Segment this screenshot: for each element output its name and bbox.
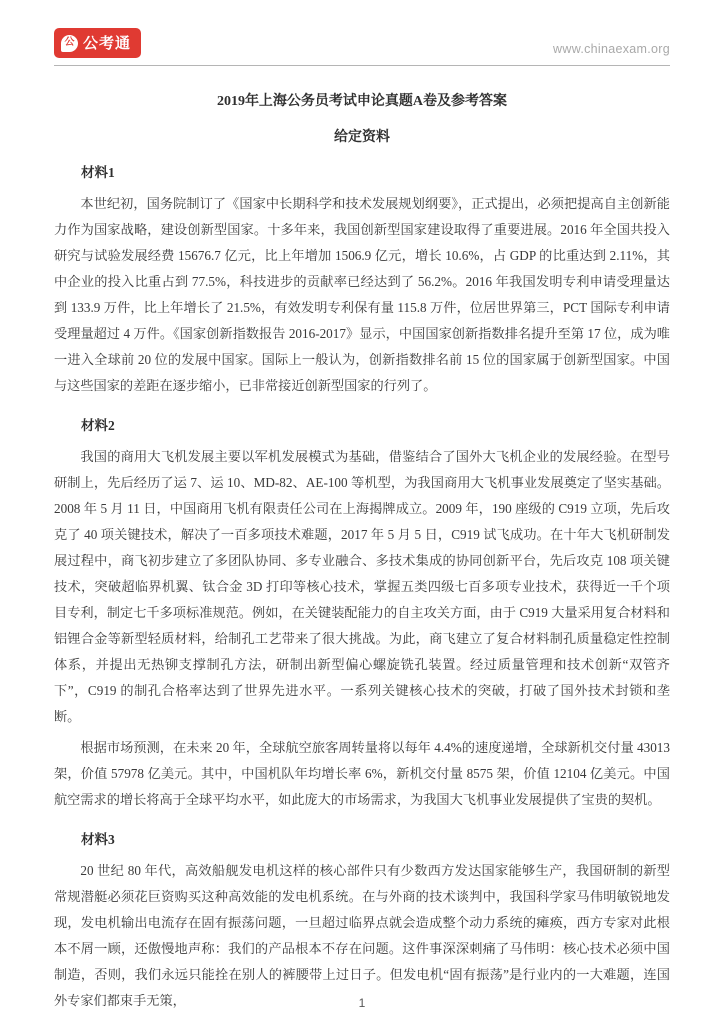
document-title: 2019年上海公务员考试申论真题A卷及参考答案 — [216, 94, 508, 109]
section-heading-material-1: 材料1 — [81, 165, 115, 180]
section-material-3 — [54, 827, 670, 1014]
logo-text: 公考通 — [83, 34, 132, 52]
site-url: www.chinaexam.org — [553, 42, 670, 56]
section-material-2 — [54, 413, 670, 813]
site-logo — [54, 28, 141, 58]
paragraph: 20 世纪 80 年代，高效船舰发电机这样的核心部件只有少数西方发达国家能够生产，我国研制的新型常规潜艇必须花巨资购买这种高效能的发电机系统。在与外商的技术谈判中，我国科学家马伟明敏锐地发现，发电机输出电流存在固有振荡问题，一旦超过临界点就会造成整个动力系统的瘫痪，西方专家对此根本不屑一顾，还傲慢地声称：我们的产品根本不存在问题。这件事深深刺痛了马伟明：核心技术必须中国制造，否则，我们永远只能拴在别人的裤腰带上过日子。但发电机“固有振荡”是行业内的一大难题，连国外专家们都束手无策， — [54, 863, 670, 1008]
page-header — [54, 24, 670, 58]
header-divider — [54, 65, 670, 66]
page-number: 1 — [358, 996, 366, 1010]
document-subtitle: 给定资料 — [334, 130, 390, 145]
page-footer — [0, 994, 724, 1012]
paragraph: 根据市场预测，在未来 20 年，全球航空旅客周转量将以每年 4.4%的速度递增，全球新机交付量 43013 架，价值 57978 亿美元。其中，中国机队年均增长率 6%，新机交付量 8575 架，价值 12104 亿美元。中国航空需求的增长将高于全球平均水平，如此庞大的市场需求，为我国大飞机事业发展提供了宝贵的契机。 — [54, 740, 670, 807]
section-material-1 — [54, 160, 670, 399]
speech-bubble-icon — [61, 35, 78, 52]
section-heading-material-2: 材料2 — [81, 418, 115, 433]
section-heading-material-3: 材料3 — [81, 832, 115, 847]
paragraph: 本世纪初，国务院制订了《国家中长期科学和技术发展规划纲要》，正式提出，必须把提高自主创新能力作为国家战略，建设创新型国家。十多年来，我国创新型国家建设取得了重要进展。2016 年全国共投入研究与试验发展经费 15676.7 亿元，比上年增加 1506.9 亿元，增长 10.6%，占 GDP 的比重达到 2.11%，其中企业的投入比重占到 77.5%，科技进步的贡献率已经达到了 56.2%。2016 年我国发明专利申请受理量达到 133.9 万件，比上年增长了 21.5%，有效发明专利保有量 115.8 万件，位居世界第三，PCT 国际专利申请受理量超过 4 万件。《国家创新指数报告 2016-2017》显示，中国国家创新指数排名提升至第 17 位，成为唯一进入全球前 20 位的发展中国家。国际上一般认为，创新指数排名前 15 位的国家属于创新型国家。中国与这些国家的差距在逐步缩小，已非常接近创新型国家的行列了。 — [54, 196, 670, 393]
logo-badge-glyph: 公 — [64, 37, 75, 48]
paragraph: 我国的商用大飞机发展主要以军机发展模式为基础，借鉴结合了国外大飞机企业的发展经验。在型号研制上，先后经历了运 7、运 10、MD-82、AE-100 等机型，为我国商用大飞机事业发展奠定了坚实基础。2008 年 5 月 11 日，中国商用飞机有限责任公司在上海揭牌成立。2009 年，190 座级的 C919 立项，先后攻克了 40 项关键技术，解决了一百多项技术难题，2017 年 5 月 5 日，C919 试飞成功。在十年大飞机研制发展过程中，商飞初步建立了多团队协同、多专业融合、多技术集成的协同创新平台，先后攻克 108 项关键技术，突破超临界机翼、钛合金 3D 打印等核心技术，掌握五类四级七百多项专业技术，获得近一千个项目专利，制定七千多项标准规范。例如，在关键装配能力的自主攻关方面，由于 C919 大量采用复合材料和铝锂合金等新型轻质材料，给制孔工艺带来了很大挑战。为此，商飞建立了复合材料制孔质量稳定性控制体系，并提出无热铆支撑制孔方法，研制出新型偏心螺旋铣孔装置。经过质量管理和技术创新“双管齐下”，C919 的制孔合格率达到了世界先进水平。一系列关键核心技术的突破，打破了国外技术封锁和垄断。 — [54, 449, 670, 724]
